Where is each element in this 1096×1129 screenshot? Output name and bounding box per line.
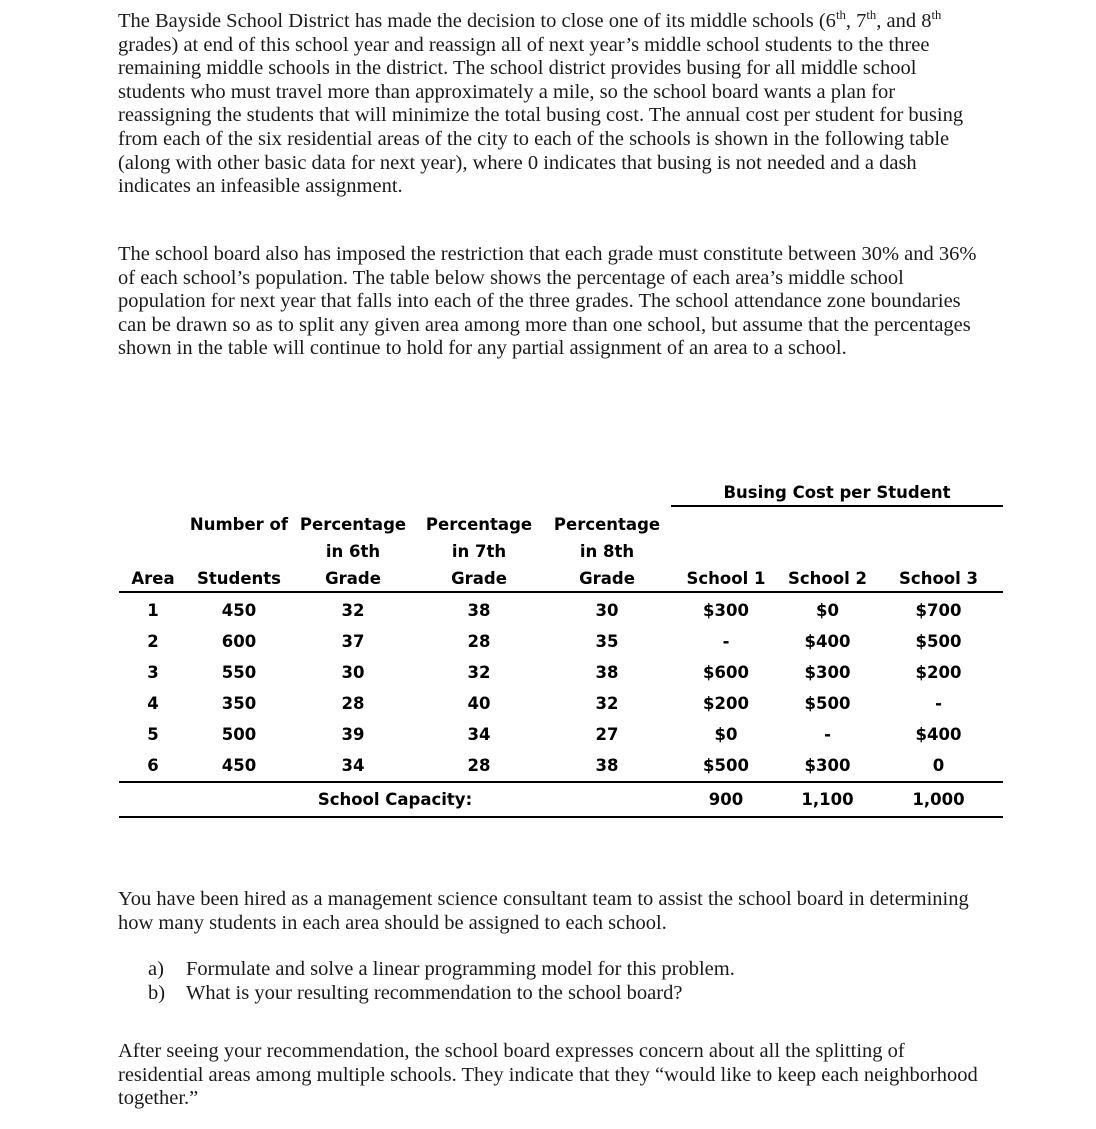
cell-area: 1 bbox=[147, 601, 159, 620]
list-item bbox=[148, 958, 968, 982]
header-grade6-l1: Percentage bbox=[299, 515, 407, 534]
header-area: Area bbox=[119, 564, 187, 592]
list-marker: b) bbox=[148, 981, 166, 1004]
cell-school3-cost: $500 bbox=[915, 632, 962, 651]
cell-school1-cost: - bbox=[722, 632, 730, 651]
table-row bbox=[119, 750, 1003, 782]
header-line-3 bbox=[119, 564, 1003, 592]
cell-school3-cost: - bbox=[935, 694, 942, 713]
header-grade6-l2: in 6th bbox=[325, 542, 381, 561]
cell-grade6: 32 bbox=[341, 601, 365, 620]
paragraph-intro-text-d: grades) at end of this school year and reassign all of next year’s middle school students to the three remaining middle schools in the district. The school district provides busing for all middle school students who must travel more than approximately a mile, so the school board wants a plan for reassigning the students that will minimize the total busing cost. The annual cost per student for busing from each of the six residential areas of the city to each of the schools is shown in the following table (along with other basic data for next year), where 0 indicates that busing is not needed and a dash indicates an infeasible assignment. bbox=[118, 33, 964, 198]
cell-school1-cost: $0 bbox=[714, 725, 738, 744]
capacity-school1: 900 bbox=[671, 782, 781, 817]
table-row bbox=[119, 719, 1003, 750]
span-header-spacer bbox=[119, 478, 671, 506]
header-school2: School 2 bbox=[781, 564, 874, 592]
table-body bbox=[119, 592, 1003, 817]
cell-students: 450 bbox=[187, 750, 291, 782]
cell-grade7: 28 bbox=[415, 750, 543, 782]
header-school3-l1 bbox=[874, 506, 1003, 538]
header-school3: School 3 bbox=[874, 564, 1003, 592]
cell-area: 5 bbox=[147, 725, 159, 744]
cell-grade8: 30 bbox=[595, 601, 619, 620]
question-list bbox=[148, 958, 968, 1005]
table-row bbox=[119, 657, 1003, 688]
cell-area: 2 bbox=[147, 632, 159, 651]
header-grade6: Grade bbox=[291, 564, 415, 592]
cell-grade8: 35 bbox=[595, 632, 619, 651]
cell-school2-cost: $300 bbox=[781, 750, 874, 782]
cell-grade8: 27 bbox=[595, 725, 619, 744]
header-school1: School 1 bbox=[671, 564, 781, 592]
table-row bbox=[119, 688, 1003, 719]
cell-grade8: 38 bbox=[595, 663, 619, 682]
cell-school2-cost: $0 bbox=[816, 601, 839, 620]
paragraph-intro-text-c: , and 8 bbox=[876, 10, 932, 32]
list-item-label: Formulate and solve a linear programming model for this problem. bbox=[186, 958, 735, 980]
busing-data-table bbox=[119, 478, 1003, 818]
list-item bbox=[148, 982, 968, 1006]
cell-grade6: 30 bbox=[341, 663, 365, 682]
cell-school1-cost: $200 bbox=[703, 694, 749, 713]
paragraph-intro-text-b: , 7 bbox=[845, 10, 867, 32]
cell-grade7: 34 bbox=[467, 725, 491, 744]
header-grade7: Grade bbox=[415, 564, 543, 592]
cell-grade7: 40 bbox=[467, 694, 491, 713]
header-school1-l1 bbox=[671, 506, 781, 538]
cell-school1-cost: $500 bbox=[671, 750, 781, 782]
paragraph-intro bbox=[118, 10, 978, 199]
cell-students: 350 bbox=[221, 694, 257, 713]
cell-area: 4 bbox=[147, 694, 159, 713]
cell-students: 550 bbox=[221, 663, 257, 682]
table-span-header-row bbox=[119, 478, 1003, 506]
cell-school2-cost: $300 bbox=[804, 663, 851, 682]
cell-grade6: 34 bbox=[291, 750, 415, 782]
cell-grade7: 28 bbox=[467, 632, 491, 651]
capacity-school3: 1,000 bbox=[874, 782, 1003, 817]
ordinal-suffix-8th: th bbox=[931, 8, 942, 23]
cell-grade6: 37 bbox=[341, 632, 365, 651]
table-head bbox=[119, 478, 1003, 592]
cell-area: 3 bbox=[147, 663, 159, 682]
school-capacity-label: School Capacity: bbox=[119, 782, 671, 817]
cell-school1-cost: $600 bbox=[703, 663, 749, 682]
paragraph-consultant: You have been hired as a management science consultant team to assist the school board in determining how many students in each area should be assigned to each school. bbox=[118, 888, 969, 934]
cell-school2-cost: - bbox=[824, 725, 831, 744]
cell-school3-cost: 0 bbox=[874, 750, 1003, 782]
cell-school3-cost: $700 bbox=[915, 601, 962, 620]
cell-grade6: 39 bbox=[341, 725, 365, 744]
school-capacity-row bbox=[119, 782, 1003, 817]
header-students: Students bbox=[187, 564, 291, 592]
header-grade8-l1: Percentage bbox=[553, 515, 661, 534]
header-grade7-l2: in 7th bbox=[451, 542, 507, 561]
paragraph-followup: After seeing your recommendation, the school board expresses concern about all the splitting of residential areas among multiple schools. They indicate that they “would like to keep each neighborhood together.” bbox=[118, 1040, 978, 1110]
cell-grade8: 32 bbox=[595, 694, 619, 713]
capacity-school2: 1,100 bbox=[781, 782, 874, 817]
cell-students: 600 bbox=[221, 632, 257, 651]
table-row bbox=[119, 592, 1003, 626]
cell-school2-cost: $500 bbox=[804, 694, 851, 713]
cell-students: 450 bbox=[221, 601, 257, 620]
paragraph-restrictions: The school board also has imposed the restriction that each grade must constitute between 30% and 36% of each school’s population. The table below shows the percentage of each area’s middle school population for next year that falls into each of the three grades. The school attendance zone boundaries can be drawn so as to split any given area among more than one school, but assume that the percentages shown in the table will continue to hold for any partial assignment of an area to a school. bbox=[118, 243, 977, 360]
cell-grade7: 38 bbox=[467, 601, 491, 620]
header-grade8-l2: in 8th bbox=[579, 542, 635, 561]
list-marker: a) bbox=[148, 958, 164, 980]
cell-school2-cost: $400 bbox=[804, 632, 851, 651]
cell-grade8: 38 bbox=[543, 750, 671, 782]
header-area-l2 bbox=[119, 538, 187, 564]
table-row bbox=[119, 626, 1003, 657]
cell-school3-cost: $400 bbox=[915, 725, 962, 744]
cell-school3-cost: $200 bbox=[915, 663, 962, 682]
header-school2-l2 bbox=[781, 538, 874, 564]
header-area-l1 bbox=[119, 506, 187, 538]
ordinal-suffix-6th: th bbox=[835, 8, 846, 23]
cell-grade7: 32 bbox=[467, 663, 491, 682]
paragraph-intro-text-a: The Bayside School District has made the decision to close one of its middle schools (6 bbox=[118, 10, 836, 32]
cell-school1-cost: $300 bbox=[703, 601, 749, 620]
list-item-label: What is your resulting recommendation to the school board? bbox=[186, 981, 683, 1004]
header-line-2 bbox=[119, 538, 1003, 564]
header-students-l2 bbox=[187, 538, 291, 564]
busing-data-table-container bbox=[119, 478, 1003, 818]
cell-grade6: 28 bbox=[341, 694, 365, 713]
span-header-busing-cost: Busing Cost per Student bbox=[671, 478, 1003, 506]
ordinal-suffix-7th: th bbox=[866, 8, 877, 23]
header-school3-l2 bbox=[874, 538, 1003, 564]
cell-area: 6 bbox=[119, 750, 187, 782]
cell-students: 500 bbox=[221, 725, 257, 744]
header-school1-l2 bbox=[671, 538, 781, 564]
header-grade7-l1: Percentage bbox=[425, 515, 533, 534]
header-school2-l1 bbox=[781, 506, 874, 538]
header-grade8: Grade bbox=[543, 564, 671, 592]
header-students-l1: Number of bbox=[189, 515, 289, 534]
header-line-1 bbox=[119, 506, 1003, 538]
